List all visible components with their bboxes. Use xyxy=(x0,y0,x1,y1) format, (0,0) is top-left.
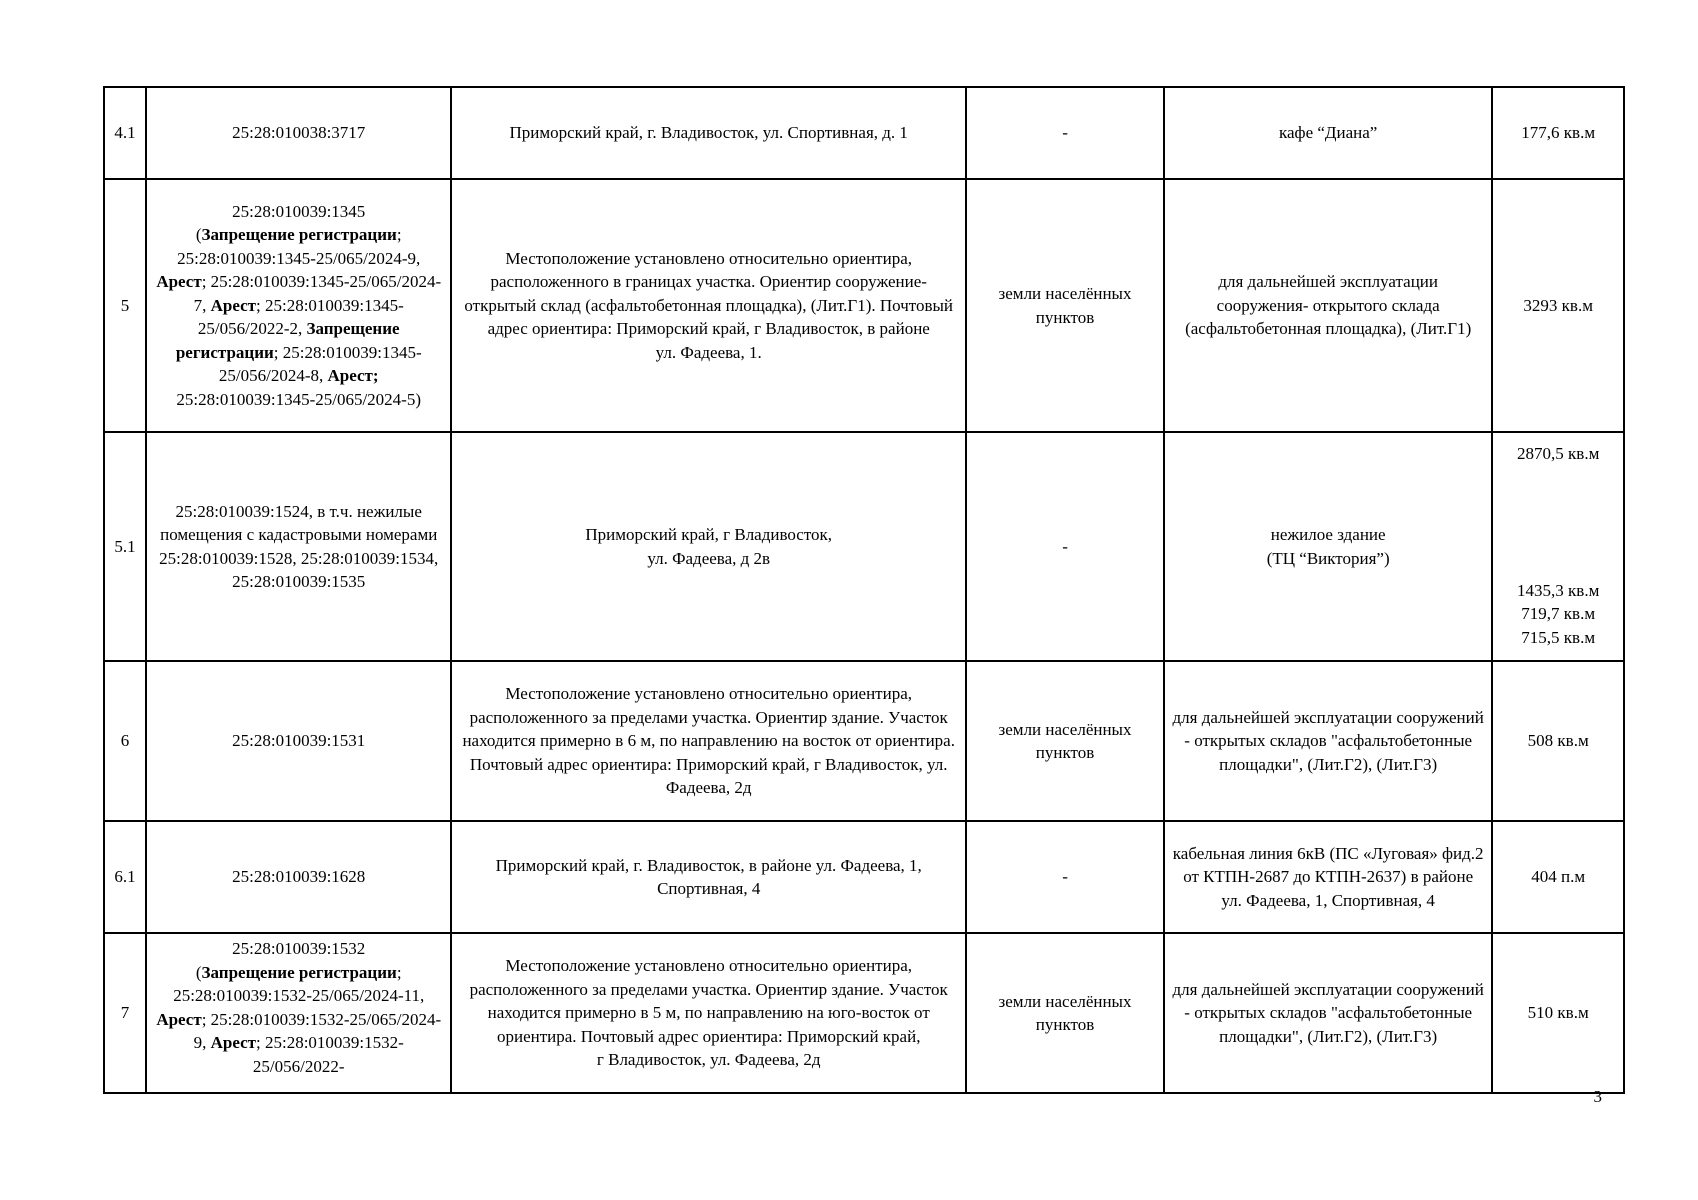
cadastral-number: 25:28:010039:1524, в т.ч. нежилые помещения с кадастровыми номерами 25:28:010039:1528, 25:28:010039:1534, 25:28:010039:1535 xyxy=(146,432,451,661)
table-row xyxy=(104,821,1624,933)
address-cell: Местоположение установлено относительно ориентира, расположенного за пределами участка. Ориентир здание. Участок находится примерно в 6 м, по направлению на восток от ориентира. Почтовый адрес ориентира: Приморский край, г Владивосток, ул. Фадеева, 2д xyxy=(451,661,966,821)
row-number: 6.1 xyxy=(104,821,146,933)
row-number: 7 xyxy=(104,933,146,1093)
permitted-use-cell: для дальнейшей эксплуатации сооружений - открытых складов "асфальтобетонные площадки", (Лит.Г2), (Лит.Г3) xyxy=(1164,933,1492,1093)
area-cell: 404 п.м xyxy=(1492,821,1624,933)
cadastral-encumbrance-cell xyxy=(146,933,451,1093)
area-total: 2870,5 кв.м xyxy=(1517,444,1600,463)
encumbrance-type: Запрещение регистрации xyxy=(175,319,400,362)
cadastral-number: 25:28:010039:1531 xyxy=(146,661,451,821)
area-cell xyxy=(1492,432,1624,661)
permitted-use-cell: для дальнейшей эксплуатации сооружения- открытого склада (асфальтобетонная площадка), (Лит.Г1) xyxy=(1164,179,1492,432)
encumbrance-type: Арест xyxy=(210,295,256,315)
encumbrance-type: Арест; xyxy=(327,366,379,386)
address-cell: Местоположение установлено относительно ориентира, расположенного в границах участка. Ориентир сооружение-открытый склад (асфальтобетонная площадка), (Лит.Г1). Почтовый адрес ориентира: Приморский край, г Владивосток, в районе ул. Фадеева, 1. xyxy=(451,179,966,432)
cadastral-text-run: 25:28:010039:1532 ( xyxy=(195,939,366,982)
land-category-cell: земли населённых пунктов xyxy=(966,179,1164,432)
cadastral-text-run: ; 25:28:010039:1532-25/065/2024-11, xyxy=(173,962,425,1005)
row-number: 5 xyxy=(104,179,146,432)
encumbrance-type: Запрещение регистрации xyxy=(201,962,397,982)
row-number: 5.1 xyxy=(104,432,146,661)
permitted-use-cell: для дальнейшей эксплуатации сооружений - открытых складов "асфальтобетонные площадки", (Лит.Г2), (Лит.Г3) xyxy=(1164,661,1492,821)
cadastral-number: 25:28:010039:1628 xyxy=(146,821,451,933)
cadastral-text-run: ; 25:28:010039:1345-25/065/2024-7, xyxy=(193,272,442,315)
area-stack xyxy=(1493,436,1623,657)
cadastral-text-run: ; 25:28:010039:1532-25/065/2024-9, xyxy=(193,1009,442,1052)
encumbrance-type: Арест xyxy=(210,1033,256,1052)
permitted-use-cell: кабельная линия 6кВ (ПС «Луговая» фид.2 от КТПН-2687 до КТПН-2637) в районе ул. Фадеева, 1, Спортивная, 4 xyxy=(1164,821,1492,933)
area-cell: 508 кв.м xyxy=(1492,661,1624,821)
encumbrance-type: Арест xyxy=(156,1009,202,1029)
address-cell: Приморский край, г. Владивосток, ул. Спортивная, д. 1 xyxy=(451,87,966,179)
permitted-use-cell: кафе “Диана” xyxy=(1164,87,1492,179)
area-cell: 510 кв.м xyxy=(1492,933,1624,1093)
encumbrance-type: Запрещение регистрации xyxy=(201,225,397,245)
cadastral-encumbrance-cell xyxy=(146,179,451,432)
cadastral-text-run: ; 25:28:010039:1532-25/056/2022- xyxy=(252,1033,404,1076)
cadastral-text-run: 25:28:010039:1345-25/065/2024-5) xyxy=(176,389,422,409)
table-row xyxy=(104,661,1624,821)
address-cell: Приморский край, г Владивосток, ул. Фадеева, д 2в xyxy=(451,432,966,661)
property-registry-table xyxy=(103,86,1625,1094)
cadastral-text-run: ; 25:28:010039:1345-25/056/2024-8, xyxy=(218,342,422,386)
cadastral-text-run: ; 25:28:010039:1345-25/065/2024-9, xyxy=(177,225,421,268)
table-row xyxy=(104,87,1624,179)
row-number: 4.1 xyxy=(104,87,146,179)
cadastral-text-run: 25:28:010039:1345 ( xyxy=(195,201,366,245)
encumbrance-type: Арест xyxy=(156,272,202,292)
page-number: 3 xyxy=(1593,1087,1602,1106)
address-cell: Приморский край, г. Владивосток, в районе ул. Фадеева, 1, Спортивная, 4 xyxy=(451,821,966,933)
cadastral-number: 25:28:010038:3717 xyxy=(146,87,451,179)
table-row xyxy=(104,432,1624,661)
cadastral-text-run: ; 25:28:010039:1345-25/056/2022-2, xyxy=(197,295,404,339)
row-number: 6 xyxy=(104,661,146,821)
land-category-cell: - xyxy=(966,821,1164,933)
area-cell: 177,6 кв.м xyxy=(1492,87,1624,179)
permitted-use-cell: нежилое здание (ТЦ “Виктория”) xyxy=(1164,432,1492,661)
area-cell: 3293 кв.м xyxy=(1492,179,1624,432)
table-row xyxy=(104,933,1624,1093)
table-row xyxy=(104,179,1624,432)
area-room-list: 1435,3 кв.м 719,7 кв.м 715,5 кв.м xyxy=(1517,580,1600,647)
land-category-cell: земли населённых пунктов xyxy=(966,661,1164,821)
land-category-cell: - xyxy=(966,432,1164,661)
land-category-cell: - xyxy=(966,87,1164,179)
land-category-cell: земли населённых пунктов xyxy=(966,933,1164,1093)
address-cell: Местоположение установлено относительно ориентира, расположенного за пределами участка. Ориентир здание. Участок находится примерно в 5 м, по направлению на юго-восток от ориентира. Почтовый адрес ориентира: Приморский край, г Владивосток, ул. Фадеева, 2д xyxy=(451,933,966,1093)
